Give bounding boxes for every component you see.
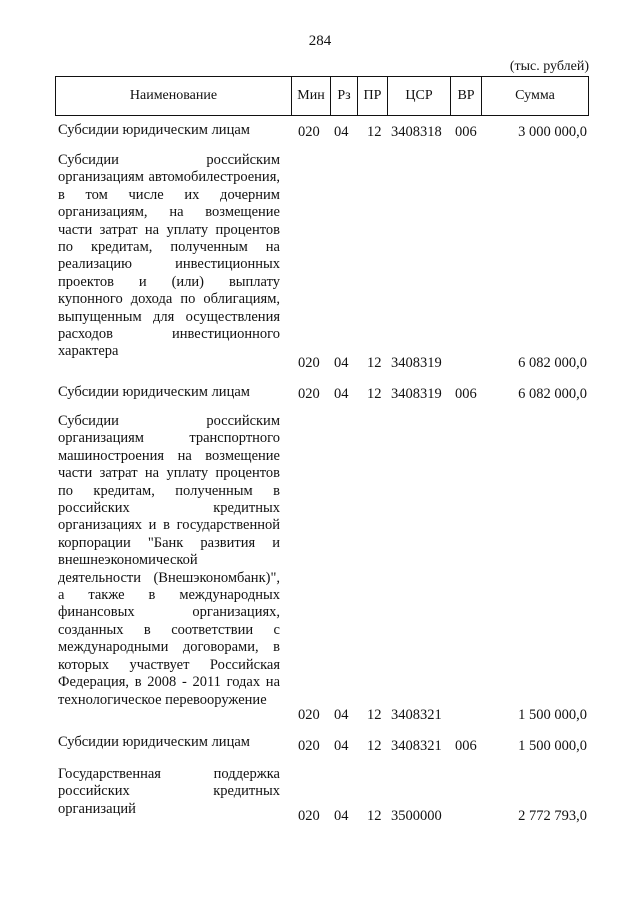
row-pr: 12 <box>367 124 382 140</box>
row-vr: 006 <box>455 124 477 140</box>
row-sum: 1 500 000,0 <box>518 738 587 754</box>
row-name: Субсидии юридическим лицам <box>58 734 250 750</box>
row-rz: 04 <box>334 124 349 140</box>
row-sum: 2 772 793,0 <box>518 808 587 824</box>
row-csr: 3408321 <box>391 707 442 723</box>
row-min: 020 <box>298 124 320 140</box>
row-sum: 6 082 000,0 <box>518 386 587 402</box>
row-rz: 04 <box>334 707 349 723</box>
row-rz: 04 <box>334 738 349 754</box>
row-min: 020 <box>298 808 320 824</box>
row-csr: 3408319 <box>391 386 442 402</box>
row-sum: 6 082 000,0 <box>518 355 587 371</box>
row-vr: 006 <box>455 386 477 402</box>
row-csr: 3500000 <box>391 808 442 824</box>
row-pr: 12 <box>367 738 382 754</box>
page-number: 284 <box>308 33 332 49</box>
row-min: 020 <box>298 386 320 402</box>
row-csr: 3408319 <box>391 355 442 371</box>
row-name: Субсидии российским организациям транспортного машиностроения на возмещение части затрат на уплату процентов по кредитам, полученным в российских кредитных организациях и в государственной корпорации "Банк развития и внешнеэкономической деятельности (Внешэкономбанк)", а также в международных финансовых организациях, созданных в соответствии с международными договорами, в которых участвует Российская Федерация, в 2008 - 2011 годах на технологическое перевооружение <box>58 413 280 708</box>
row-name: Субсидии юридическим лицам <box>58 122 250 138</box>
row-vr: 006 <box>455 738 477 754</box>
row-sum: 3 000 000,0 <box>518 124 587 140</box>
row-name: Субсидии российским организациям автомобилестроения, в том числе их дочерним организациям, на возмещение части затрат на уплату процентов по кредитам, полученным на реализацию инвестиционных проектов и (или) выплату купонного дохода по облигациям, выпущенным для осуществления расходов инвестиционного характера <box>58 152 280 360</box>
row-pr: 12 <box>367 386 382 402</box>
header-name: Наименование <box>129 88 218 103</box>
header-sum: Сумма <box>481 77 588 115</box>
header-min: Мин <box>291 77 330 115</box>
row-pr: 12 <box>367 808 382 824</box>
header-csr: ЦСР <box>387 77 450 115</box>
header-vr: ВР <box>450 77 481 115</box>
row-name: Государственная поддержка российских кредитных организаций <box>58 766 280 817</box>
units-label: (тыс. рублей) <box>509 59 589 74</box>
row-rz: 04 <box>334 386 349 402</box>
row-csr: 3408321 <box>391 738 442 754</box>
table-header <box>55 76 589 116</box>
row-pr: 12 <box>367 707 382 723</box>
row-min: 020 <box>298 738 320 754</box>
row-name: Субсидии юридическим лицам <box>58 384 250 400</box>
row-sum: 1 500 000,0 <box>518 707 587 723</box>
row-min: 020 <box>298 707 320 723</box>
header-rz: Рз <box>330 77 357 115</box>
row-csr: 3408318 <box>391 124 442 140</box>
row-min: 020 <box>298 355 320 371</box>
header-pr: ПР <box>357 77 387 115</box>
row-rz: 04 <box>334 808 349 824</box>
row-rz: 04 <box>334 355 349 371</box>
row-pr: 12 <box>367 355 382 371</box>
